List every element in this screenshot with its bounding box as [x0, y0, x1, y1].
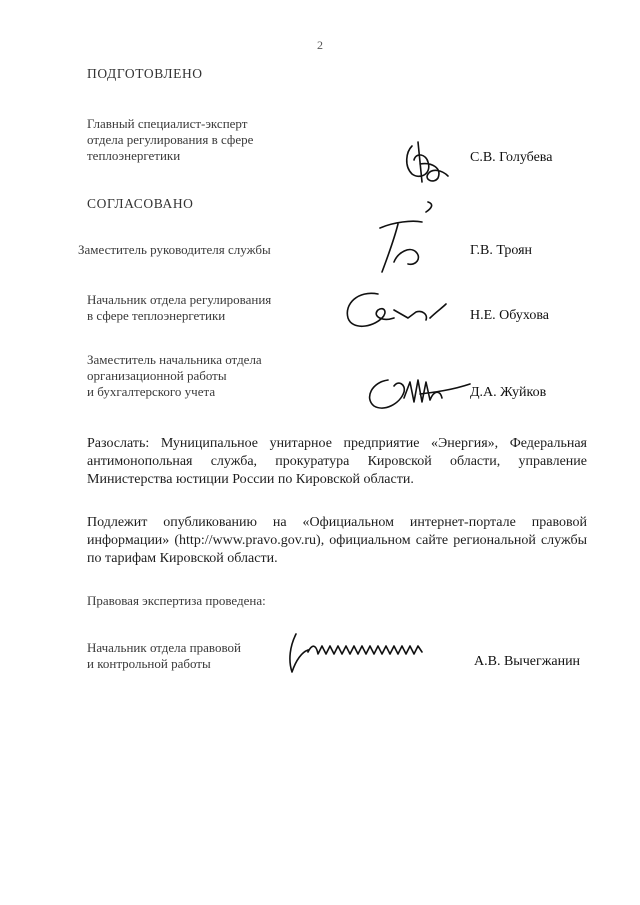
prepared-heading: ПОДГОТОВЛЕНО: [87, 66, 203, 81]
legal-review-statement: Правовая экспертиза проведена:: [87, 593, 266, 608]
prepared-position: [87, 116, 253, 164]
approved-heading: СОГЛАСОВАНО: [87, 196, 194, 211]
signatory-3-position: [87, 352, 262, 400]
signature-zhuykov: [360, 372, 472, 416]
distribution-list: Разослать: Муниципальное унитарное предприятие «Энергия», Федеральная антимонопольная служба, прокуратура Кировской области, управление Министерства юстиции России по Кировской области.: [87, 436, 587, 487]
position-line: Заместитель начальника отдела: [87, 352, 262, 367]
position-line: организационной работы: [87, 368, 227, 383]
position-line: теплоэнергетики: [87, 148, 181, 163]
prepared-name: С.В. Голубева: [470, 150, 553, 165]
position-line: и контрольной работы: [87, 656, 211, 671]
signature-troyan: [368, 200, 438, 278]
legal-review-name: А.В. Вычегжанин: [474, 654, 581, 669]
publication-note: Подлежит опубликованию на «Официальном интернет-портале правовой информации» (http://www.pravo.gov.ru), официальном сайте региональной службы по тарифам Кировской области.: [87, 515, 587, 566]
signature-obukhova: [338, 288, 448, 334]
signatory-1-position: [78, 242, 271, 258]
position-line: в сфере теплоэнергетики: [87, 308, 226, 323]
signature-vychegzhanin: [282, 630, 442, 678]
signatory-2-position: [87, 292, 271, 324]
signatory-3-name: Д.А. Жуйков: [470, 385, 547, 400]
position-line: Главный специалист-эксперт: [87, 116, 248, 131]
position-line: Начальник отдела регулирования: [87, 292, 272, 307]
signatory-1-name: Г.В. Троян: [470, 243, 533, 258]
position-line: Начальник отдела правовой: [87, 640, 241, 655]
signature-golubeva: [398, 138, 458, 188]
position-line: и бухгалтерского учета: [87, 384, 216, 399]
position-line: Заместитель руководителя службы: [78, 242, 271, 257]
page-number: 2: [317, 38, 323, 52]
legal-review-position: [87, 640, 241, 672]
position-line: отдела регулирования в сфере: [87, 132, 254, 147]
signatory-2-name: Н.Е. Обухова: [470, 308, 549, 323]
